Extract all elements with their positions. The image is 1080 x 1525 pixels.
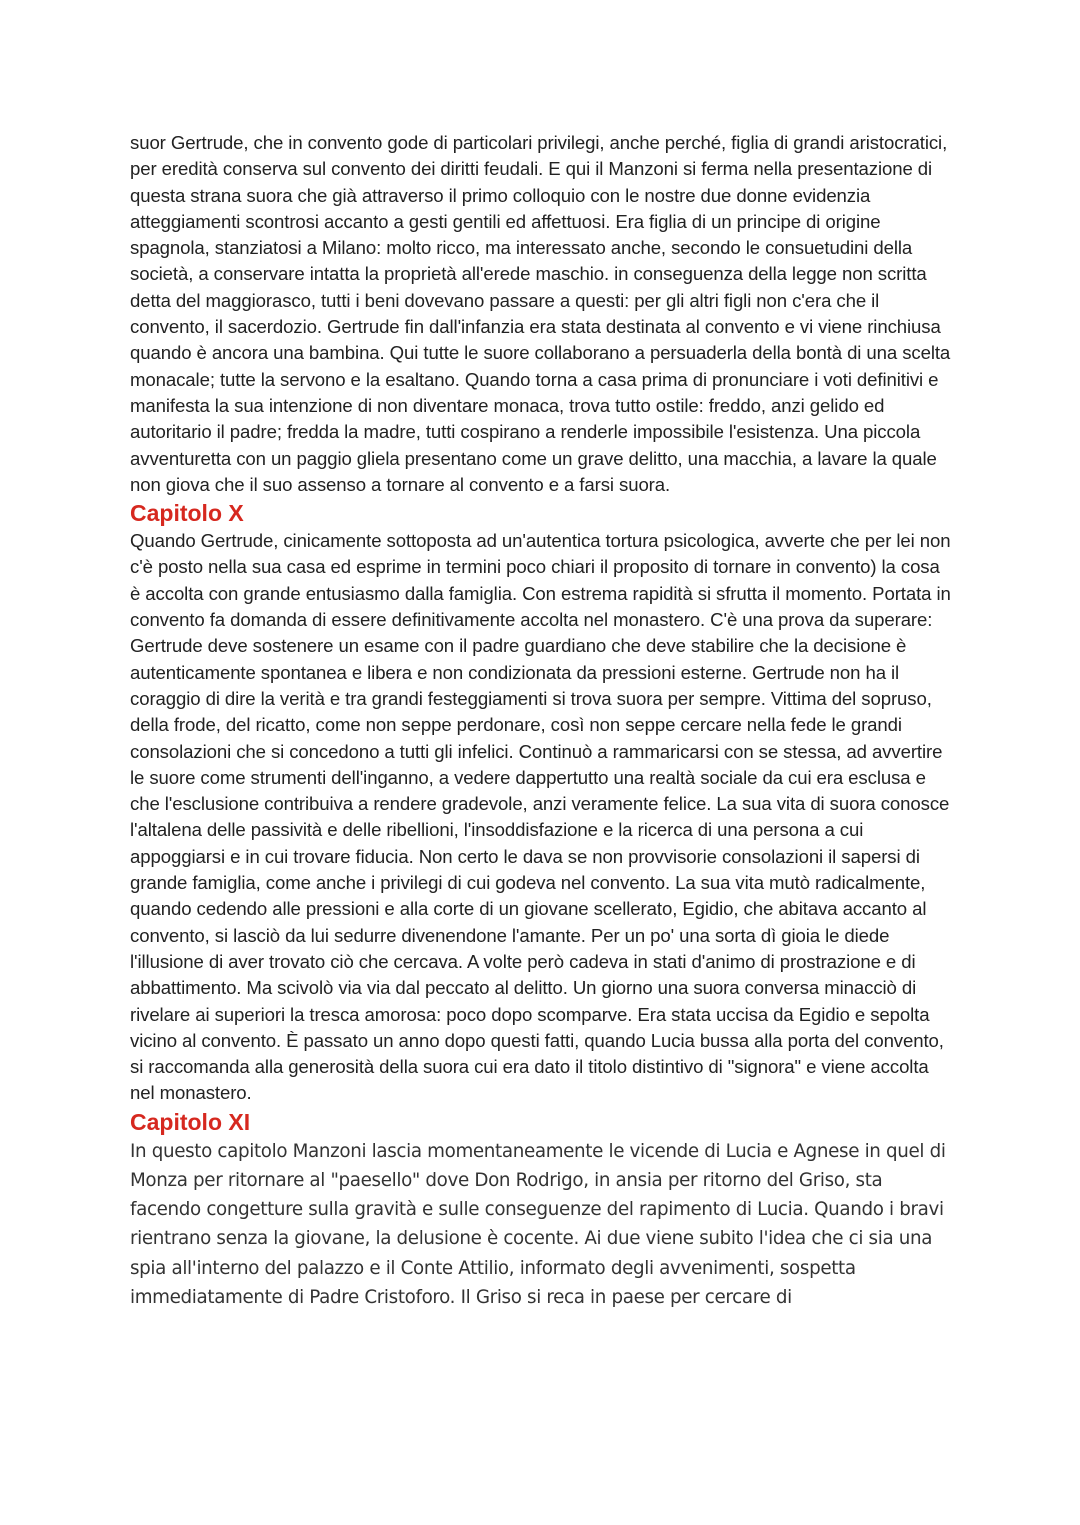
chapter-x-heading: Capitolo X (130, 500, 244, 527)
intro-paragraph: suor Gertrude, che in convento gode di particolari privilegi, anche perché, figlia di grandi aristocratici, per eredità conserva sul convento dei diritti feudali. E qui il Manzoni si ferma nella presentazione di questa strana suora che già attraverso il primo colloquio con le nostre due donne evidenzia atteggiamenti scontrosi accanto a gesti gentili ed affettuosi. Era figlia di un principe di origine spagnola, stanziatosi a Milano: molto ricco, ma interessato anche, secondo le consuetudini della società, a conservare intatta la proprietà all'erede maschio. in conseguenza della legge non scritta detta del maggiorasco, tutti i beni dovevano passare a questi: per gli altri figli non c'era che il convento, il sacerdozio. Gertrude fin dall'infanzia era stata destinata al convento e vi viene rinchiusa quando è ancora una bambina. Qui tutte le suore collaborano a persuaderla della bontà di una scelta monacale; tutte la servono e la esaltano. Quando torna a casa prima di pronunciare i voti definitivi e manifesta la sua intenzione di non diventare monaca, trova tutto ostile: freddo, anzi gelido ed autoritario il padre; fredda la madre, tutti cospirano a renderle impossibile l'esistenza. Una piccola avventuretta con un paggio gliela presentano come un grave delitto, una macchia, a lavare la quale non giova che il suo assenso a tornare al convento e a farsi suora. (130, 132, 951, 495)
chapter-x-paragraph: Quando Gertrude, cinicamente sottoposta ad un'autentica tortura psicologica, avverte che per lei non c'è posto nella sua casa ed esprime in termini poco chiari il proposito di tornare in convento) la cosa è accolta con grande entusiasmo dalla famiglia. Con estrema rapidità si sfrutta il momento. Portata in convento fa domanda di essere definitivamente accolta nel monastero. C'è una prova da superare: Gertrude deve sostenere un esame con il padre guardiano che deve stabilire che la decisione è autenticamente spontanea e libera e non condizionata da pressioni esterne. Gertrude non ha il coraggio di dire la verità e tra grandi festeggiamenti si trova suora per sempre. Vittima del sopruso, della frode, del ricatto, come non seppe perdonare, così non seppe cercare nella fede le grandi consolazioni che si concedono a tutti gli infelici. Continuò a rammaricarsi con se stessa, ad avvertire le suore come strumenti dell'inganno, a vedere dappertutto una realtà sociale da cui era esclusa e che l'esclusione contribuiva a rendere gradevole, anzi veramente felice. La sua vita di suora conosce l'altalena delle passività e delle ribellioni, l'insoddisfazione e la ricerca di una persona a cui appoggiarsi e in cui trovare fiducia. Non certo le dava se non provvisorie consolazioni il sapersi di grande famiglia, come anche i privilegi di cui godeva nel convento. La sua vita mutò radicalmente, quando cedendo alle pressioni e alla corte di un giovane scellerato, Egidio, che abitava accanto al convento, si lasciò da lui sedurre divenendone l'amante. Per un po' una sorta dì gioia le diede l'illusione di aver trovato ciò che cercava. A volte però cadeva in stati d'animo di prostrazione e di abbattimento. Ma scivolò via via dal peccato al delitto. Un giorno una suora conversa minacciò di rivelare ai superiori la tresca amorosa: poco dopo scomparve. Era stata uccisa da Egidio e sepolta vicino al convento. È passato un anno dopo questi fatti, quando Lucia bussa alla porta del convento, si raccomanda alla generosità della suora cui era dato il titolo distintivo di "signora" e viene accolta nel monastero. (130, 530, 951, 1104)
document-page (130, 130, 952, 1312)
chapter-xi-paragraph: In questo capitolo Manzoni lascia momentaneamente le vicende di Lucia e Agnese in quel di Monza per ritornare al "paesello" dove Don Rodrigo, in ansia per ritorno del Griso, sta facendo congetture sulla gravità e sulle conseguenze del rapimento di Lucia. Quando i bravi rientrano senza la giovane, la delusione è cocente. Ai due viene subito l'idea che ci sia una spia all'interno del palazzo e il Conte Attilio, informato degli avvenimenti, sospetta immediatamente di Padre Cristoforo. Il Griso si reca in paese per cercare di (130, 1140, 946, 1308)
chapter-xi-heading: Capitolo XI (130, 1108, 251, 1135)
